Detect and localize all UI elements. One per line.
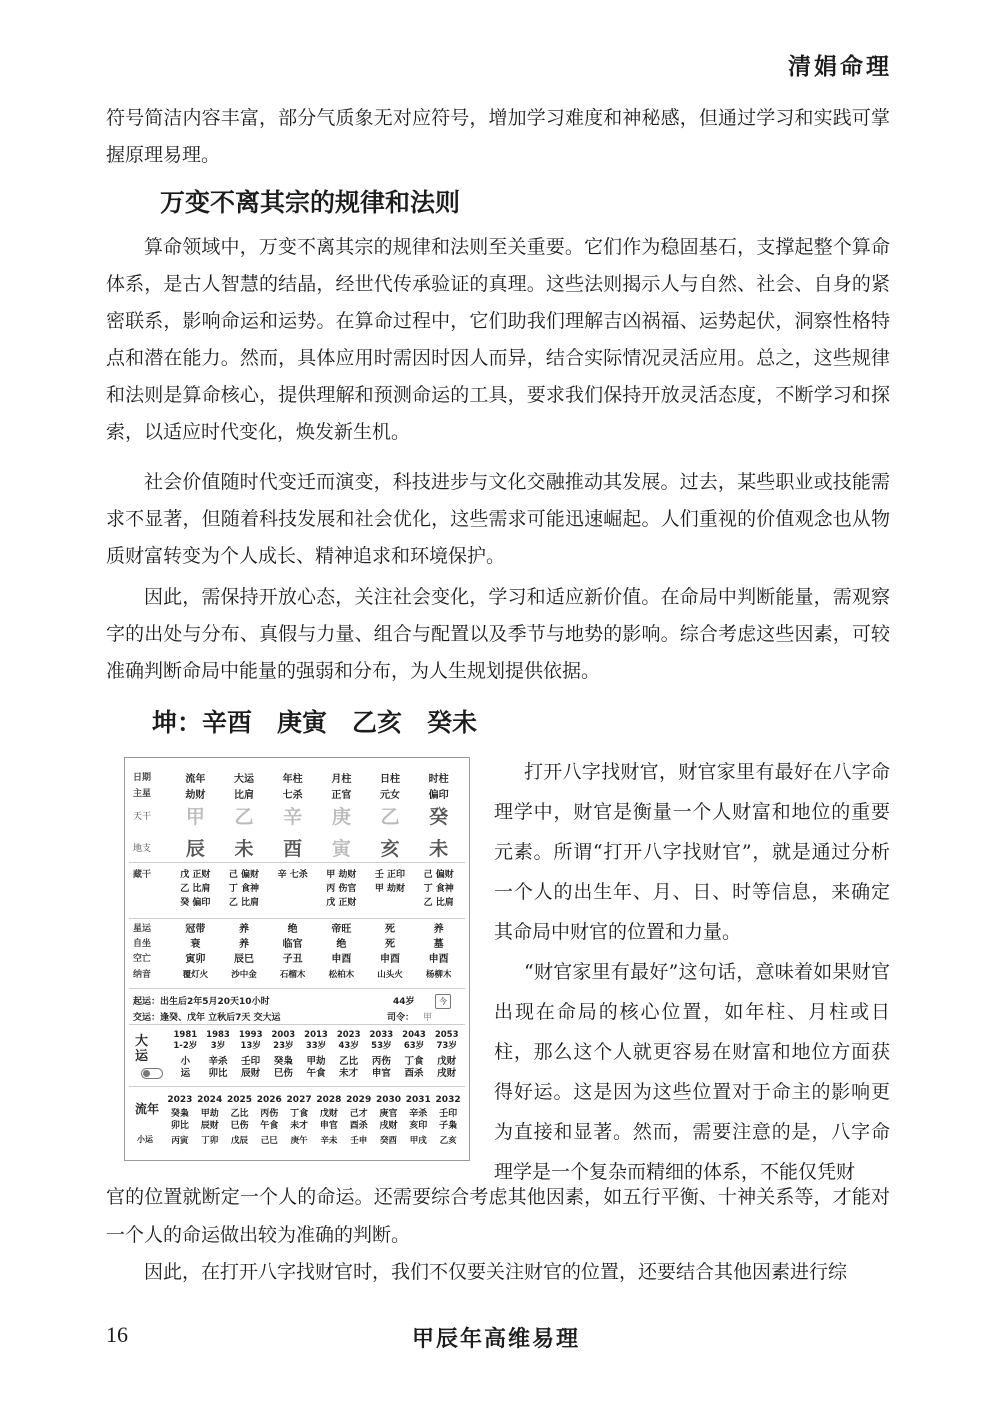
dayun-age: 33岁 [305,1041,327,1051]
zhuxing-cell: 劫财 [185,790,206,801]
qiyun-text: 起运：出生后2年5月20天10小时 [133,997,270,1007]
canggan-block [131,868,463,910]
dayun-zhi-cell: 卯比 [208,1068,228,1079]
zizuo-cell: 养 [238,939,249,950]
liunian-year[interactable]: 2031 [405,1095,431,1105]
tiangan-cell: 甲 [185,806,205,828]
liunian-label: 流年 [135,1102,160,1116]
dayun-year[interactable]: 1983 [206,1030,230,1040]
xiaoyun-cell: 甲戌 [409,1136,427,1146]
dayun-year[interactable]: 2033 [369,1030,394,1040]
jiaoyun-text: 交运：逢癸、戊年 立秋后7天 交大运 [133,1013,281,1023]
liunian-gan-cell: 壬印 [439,1109,458,1119]
row-label: 星运 [133,924,152,934]
page-number: 16 [106,1322,128,1347]
liunian-gan-cell: 辛杀 [409,1109,428,1119]
age-text: 44岁 [393,997,415,1007]
header-cell: 流年 [185,774,206,785]
dizhi-cell: 未 [234,838,254,860]
bazi-chart [124,757,470,1161]
row-label: 纳音 [133,970,152,980]
xingyun-cell: 养 [238,924,249,935]
dayun-gan-cell: 乙比 [339,1056,359,1067]
liunian-zhi-cell: 辰财 [200,1121,219,1131]
kongwang-cell: 申酉 [428,954,449,965]
dayun-gan-cell: 小 [180,1056,191,1067]
row-label: 天干 [133,812,152,822]
dayun-zhi-cell: 酉杀 [404,1068,424,1079]
liunian-gan-cell: 己才 [349,1109,368,1119]
dayun-zhi-cell: 运 [180,1068,191,1079]
nayin-cell: 山头火 [377,970,403,980]
zizuo-row [131,937,463,952]
intro-paragraph: 符号简洁内容丰富，部分气质象无对应符号，增加学习难度和神秘感，但通过学习和实践可掌握原理易理。 [106,107,890,166]
zizuo-cell: 衰 [190,939,201,950]
dizhi-cell: 寅 [331,838,351,860]
liunian-year[interactable]: 2029 [346,1095,372,1105]
liunian-zhi-cell: 申官 [319,1121,338,1131]
chart-header-row [131,770,463,785]
dayun-age: 3岁 [210,1041,226,1051]
xingyun-cell: 帝旺 [331,924,352,935]
xiaoyun-cell: 己巳 [260,1136,278,1146]
xingyun-cell: 绝 [287,924,298,935]
liunian-year[interactable]: 2028 [316,1095,342,1105]
dizhi-cell: 酉 [283,838,303,860]
section1-paragraph-2: 社会价值随时代变迁而演变，科技进步与文化交融推动其发展。过去，某些职业或技能需求不显著，但随着科技发展和社会优化，这些需求可能迅速崛起。人们重视的价值观念也从物质财富转变为个人成长、精神追求和环境保护。 [106,471,890,567]
divider [129,862,465,863]
dayun-gan-cell: 癸枭 [273,1056,293,1067]
liunian-year[interactable]: 2030 [375,1095,402,1105]
xingyun-row [131,922,463,937]
zhuxing-cell: 偏印 [428,790,449,801]
tiangan-row [131,802,463,829]
calendar-icon[interactable]: 今 [435,994,451,1009]
header-cell: 年柱 [282,774,303,785]
liunian-gan-cell: 癸枭 [170,1109,189,1119]
section1-paragraph-1: 算命领域中，万变不离其宗的规律和法则至关重要。它们作为稳固基石，支撑起整个算命体系，是古人智慧的结晶，经世代传承验证的真理。这些法则揭示人与自然、社会、自身的紧密联系，影响命运和运势。在算命过程中，它们助我们理解吉凶祸福、运势起伏，洞察性格特点和潜在能力。然而，具体应用时需因时因人而异，结合实际情况灵活应用。总之，这些规律和法则是算命核心，提供理解和预测命运的工具，要求我们保持开放灵活态度，不断学习和探索，以适应时代变化，焕发新生机。 [106,236,890,443]
dayun-year[interactable]: 1993 [238,1030,263,1040]
nayin-cell: 杨柳木 [425,970,452,980]
dizhi-cell: 亥 [380,838,400,860]
continuation-paragraph: 官的位置就断定一个人的命运。还需要综合考虑其他因素，如五行平衡、十神关系等，才能对一个人的命运做出较为准确的判断。 [106,1186,890,1246]
xiaoyun-cell: 庚午 [290,1136,308,1146]
final-paragraph: 因此，在打开八字找财官时，我们不仅要关注财官的位置，还要结合其他因素进行综 [144,1261,848,1283]
section1-paragraph-3: 因此，需保持开放心态，关注社会变化，学习和适应新价值。在命局中判断能量，需观察字的出处与分布、真假与力量、组合与配置以及季节与地势的影响。综合考虑这些因素，可较准确判断命局中能量的强弱和分布，为人生规划提供依据。 [106,586,890,682]
dayun-age: 73岁 [436,1041,457,1051]
liunian-gan-cell: 乙比 [230,1109,249,1119]
section2-heading: 坤：辛酉 庚寅 乙亥 癸未 [152,708,478,737]
zhuxing-cell: 元女 [379,790,400,801]
liunian-zhi-cell: 巳伤 [230,1121,249,1131]
divider [129,1086,465,1087]
liunian-gan-cell: 戊财 [319,1109,338,1119]
liunian-year[interactable]: 2027 [286,1095,312,1105]
kongwang-cell: 申酉 [379,954,400,965]
liunian-year[interactable]: 2026 [256,1095,282,1105]
dayun-year[interactable]: 2013 [304,1030,328,1040]
canggan-cell: 己 偏财 丁 食神 乙 比肩 [423,870,454,908]
dayun-gan-cell: 壬印 [241,1056,261,1067]
zizuo-cell: 死 [384,939,395,950]
dayun-zhi-cell: 午食 [306,1068,326,1079]
tiangan-cell: 乙 [380,806,400,828]
kongwang-cell: 寅卯 [185,954,206,965]
dayun-gan-cell: 甲劫 [306,1056,326,1067]
liunian-zhi-cell: 酉杀 [349,1121,368,1131]
xiaoyun-label: 小运 [137,1135,153,1144]
liunian-year[interactable]: 2024 [197,1095,223,1105]
liunian-year[interactable]: 2025 [226,1095,253,1105]
header-cell: 日柱 [379,774,400,785]
dayun-age: 23岁 [273,1041,294,1051]
liunian-zhi-cell: 午食 [260,1121,279,1131]
liunian-gan [165,1108,463,1120]
liunian-gan-cell: 甲劫 [200,1109,219,1119]
canggan-cell: 戊 正财 乙 比肩 癸 偏印 [180,870,211,908]
tiangan-cell: 辛 [283,806,303,828]
xingyun-cell: 养 [433,924,444,935]
divider [129,918,465,919]
dayun-zhi-cell: 未才 [339,1068,359,1079]
header-cell: 大运 [233,774,254,785]
canggan-cell: 辛 七杀 [277,870,308,880]
canggan-cell: 壬 正印 甲 劫财 [374,870,406,894]
dayun-age: 13岁 [240,1041,261,1051]
row-label: 自坐 [133,939,152,949]
kongwang-cell: 辰巳 [233,954,254,965]
zhuxing-cell: 比肩 [233,790,254,801]
dayun-gan-cell: 戊财 [437,1056,457,1067]
liunian-zhi-cell: 未才 [290,1121,309,1131]
dayun-toggle[interactable] [141,1068,163,1079]
xiaoyun-cell: 乙亥 [439,1136,457,1146]
xiaoyun-cell: 辛未 [320,1136,338,1146]
dayun-gan-cell: 辛杀 [208,1056,228,1067]
xiaoyun-cell: 丁卯 [201,1136,219,1146]
kongwang-row [131,952,463,967]
row-label: 空亡 [133,954,152,964]
row-label: 主星 [133,789,152,799]
dayun-gan [169,1056,463,1067]
dizhi-row [131,834,463,861]
xingyun-cell: 死 [384,924,395,935]
header-cell: 日期 [133,773,152,783]
dayun-age: 1-2岁 [173,1041,198,1051]
liunian-zhi-cell: 卯比 [170,1121,189,1131]
divider [129,988,465,989]
xiaoyun-cell: 壬申 [350,1136,368,1146]
tiangan-cell: 癸 [429,806,449,828]
dayun-zhi-cell: 巳伤 [273,1068,293,1079]
dayun-zhi-cell: 申官 [371,1068,391,1079]
xiaoyun-cell: 戊辰 [230,1136,248,1146]
liunian-zhi-cell: 戌财 [379,1121,398,1131]
liunian-gan-cell: 庚官 [379,1109,398,1119]
divider [129,1024,465,1025]
nayin-cell: 沙中金 [231,970,257,980]
dayun-year[interactable]: 2043 [402,1030,426,1040]
xingyun-cell: 冠带 [185,924,206,935]
nayin-row [131,968,463,983]
zizuo-cell: 绝 [336,939,347,950]
zizuo-cell: 临官 [282,939,303,950]
xiaoyun-row [165,1135,463,1147]
dayun-year[interactable]: 2023 [336,1030,361,1040]
liunian-year[interactable]: 2032 [435,1095,461,1105]
header-title: 清娟命理 [788,53,892,80]
liunian-years [165,1094,463,1106]
section1-heading: 万变不离其宗的规律和法则 [160,188,461,217]
dayun-year[interactable]: 1981 [173,1030,198,1040]
zhuxing-cell: 七杀 [282,790,303,801]
dayun-year[interactable]: 2003 [271,1030,296,1040]
siling-value: 甲 [423,1013,433,1023]
zizuo-cell: 墓 [433,939,444,950]
dayun-years [169,1030,463,1041]
liunian-gan-cell: 丁食 [290,1109,309,1119]
liunian-zhi-cell: 亥印 [409,1121,428,1131]
dayun-ages [169,1041,463,1052]
dayun-age: 53岁 [371,1041,392,1051]
zhuxing-row [131,786,463,801]
dayun-gan-cell: 丁食 [404,1056,424,1067]
canggan-cell: 己 偏财 丁 食神 乙 比肩 [228,870,260,908]
tiangan-cell: 乙 [234,806,254,828]
dayun-gan-cell: 丙伤 [371,1056,391,1067]
dayun-age: 63岁 [403,1041,425,1051]
row-label: 地支 [133,844,152,854]
dayun-year[interactable]: 2053 [434,1030,459,1040]
dayun-zhi-cell: 辰财 [241,1068,261,1079]
dizhi-cell: 未 [429,838,449,860]
xiaoyun-cell: 丙寅 [171,1136,189,1146]
dayun-age: 43岁 [338,1041,359,1051]
header-cell: 月柱 [331,774,352,785]
kongwang-cell: 子丑 [282,954,303,965]
header-cell: 时柱 [428,774,449,785]
tiangan-cell: 庚 [331,806,351,828]
nayin-cell: 松柏木 [328,970,355,980]
side-paragraph-2: “财官家里有最好”这句话，意味着如果财官出现在命局的核心位置，如年柱、月柱或日柱，那么这个人就更容易在财富和地位方面获得好运。这是因为这些位置对于命主的影响更为直接和显著。然而，需要注意的是，八字命理学是一个复杂而精细的体系，不能仅凭财 [494,961,890,1183]
dayun-zhi-cell: 戌财 [437,1068,457,1079]
liunian-year[interactable]: 2023 [167,1095,193,1105]
liunian-zhi-cell: 子枭 [439,1121,458,1131]
dizhi-cell: 辰 [185,838,205,860]
zhuxing-cell: 正官 [331,790,352,801]
side-paragraph-1: 打开八字找财官，财官家里有最好在八字命理学中，财官是衡量一个人财富和地位的重要元素。所谓“打开八字找财官”，就是通过分析一个人的出生年、月、日、时等信息，来确定其命局中财官的位置和力量。 [494,761,890,943]
xiaoyun-cell: 癸酉 [379,1136,397,1146]
dayun-label: 大运 [135,1034,149,1064]
nayin-cell: 石榴木 [279,970,306,980]
liunian-gan-cell: 丙伤 [260,1109,279,1119]
canggan-cell: 甲 劫财 丙 伤官 戊 正财 [326,870,357,908]
footer-title: 甲辰年高维易理 [411,1326,580,1352]
kongwang-cell: 申酉 [331,954,352,965]
nayin-cell: 覆灯火 [182,970,209,980]
dayun-zhi [169,1068,463,1079]
row-label: 藏干 [133,870,152,880]
siling-label: 司令： [387,1013,415,1023]
liunian-zhi [165,1120,463,1132]
